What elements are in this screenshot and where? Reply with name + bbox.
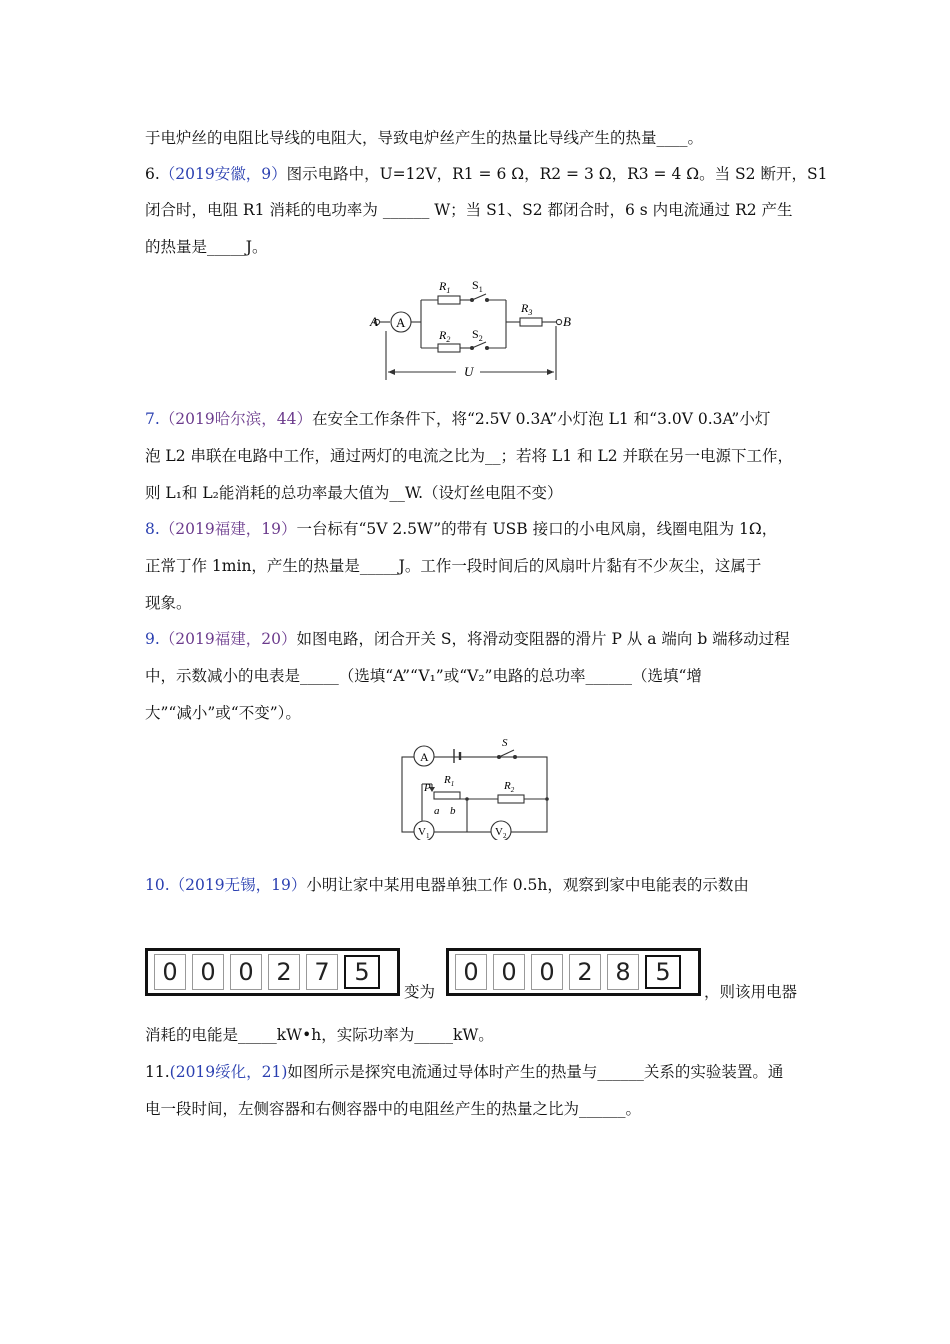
text-line: 电一段时间，左侧容器和右侧容器中的电阻丝产生的热量之比为______。 (145, 1100, 642, 1118)
text-line: 消耗的电能是_____kW•h，实际功率为_____kW。 (145, 1026, 494, 1044)
question-source: （2019哈尔滨，44） (159, 410, 312, 428)
meter-digit: 2 (268, 954, 300, 990)
meter-digit: 0 (154, 954, 186, 990)
svg-text:a: a (434, 805, 440, 817)
text-line: 现象。 (145, 594, 192, 612)
svg-text:A: A (420, 750, 429, 764)
question-6: 6.（2019安徽，9）图示电路中，U=12V，R1 = 6 Ω，R2 = 3 Ω，R3 = 4 Ω。当 S2 断开，S1 (145, 165, 828, 183)
question-source: （2019安徽，9） (159, 165, 287, 183)
svg-text:S1: $S_1$ (472, 278, 483, 294)
meter-digit: 0 (192, 954, 224, 990)
svg-text:A: A (396, 315, 406, 330)
circuit-diagram-q6 (368, 276, 588, 384)
question-10: 10.（2019无锡，19）小明让家中某用电器单独工作 0.5h，观察到家中电能表的示数由 (145, 876, 749, 894)
meter-digit: 0 (531, 954, 563, 990)
svg-text:V1: $V_1$ (418, 826, 430, 840)
question-8: 8.（2019福建，19）一台标有“5V 2.5W”的带有 USB 接口的小电风扇，线圈电阻为 1Ω， (145, 520, 778, 538)
circuit-diagram-q9 (398, 736, 554, 840)
text-line: 大”“减小”或“不变”）。 (145, 704, 301, 722)
meter-digit: 0 (230, 954, 262, 990)
text-line: 泡 L2 串联在电路中工作，通过两灯的电流之比为__；若将 L1 和 L2 并联在另一电源下工作， (145, 447, 794, 465)
meter-decimal-digit: 5 (344, 955, 380, 989)
question-source: （2019福建，20） (159, 630, 297, 648)
meter-digit: 7 (306, 954, 338, 990)
svg-text:R2: $R_2$ (504, 780, 515, 794)
svg-text:U: U (464, 364, 474, 379)
meter-digit: 0 (493, 954, 525, 990)
svg-text:R1: $R_1$ (444, 774, 455, 788)
svg-text:V2: $V_2$ (495, 826, 507, 840)
text-line: 的热量是_____J。 (145, 238, 268, 256)
question-source: （2019无锡，19） (169, 876, 307, 894)
text-line: 则 L₁和 L₂能消耗的总功率最大值为__W.（设灯丝电阻不变） (145, 484, 563, 502)
meter-digit: 0 (455, 954, 487, 990)
svg-text:R2: $R_2$ (439, 328, 451, 344)
question-9: 9.（2019福建，20）如图电路，闭合开关 S，将滑动变阻器的滑片 P 从 a 端向 b 端移动过程 (145, 630, 790, 648)
meter-digit: 8 (607, 954, 639, 990)
question-11: 11.(2019绥化，21)如图所示是探究电流通过导体时产生的热量与______关系的实验装置。通 (145, 1063, 784, 1081)
meter-decimal-digit: 5 (645, 955, 681, 989)
svg-text:R3: $R_3$ (521, 301, 533, 317)
svg-text:S: S (502, 737, 508, 749)
question-source: （2019福建，19） (159, 520, 297, 538)
text-line: 中，示数减小的电表是_____（选填“A”“V₁”或“V₂”电路的总功率______（选填“增 (145, 667, 702, 685)
text-line: 闭合时，电阻 R1 消耗的电功率为 ______ W；当 S1、S2 都闭合时，6 s 内电流通过 R2 产生 (145, 201, 793, 219)
text-fragment: ，则该用电器 (704, 983, 798, 1001)
text-fragment: 变为 (404, 983, 436, 1001)
svg-text:b: b (450, 805, 456, 817)
question-7: 7.（2019哈尔滨，44）在安全工作条件下，将“2.5V 0.3A”小灯泡 L1 和“3.0V 0.3A”小灯 (145, 410, 771, 428)
question-source: (2019绥化，21) (169, 1063, 288, 1081)
svg-text:A: A (370, 314, 378, 329)
text-line: 正常丁作 1min，产生的热量是_____J。工作一段时间后的风扇叶片黏有不少灰尘，这属于 (145, 557, 762, 575)
svg-text:S2: $S_2$ (472, 327, 483, 343)
text-line: 于电炉丝的电阻比导线的电阻大，导致电炉丝产生的热量比导线产生的热量____。 (145, 129, 704, 147)
energy-meter-after (446, 948, 701, 996)
svg-text:R1: $R_1$ (439, 279, 451, 295)
meter-digit: 2 (569, 954, 601, 990)
svg-text:P: P (424, 782, 431, 794)
energy-meter-before (145, 948, 400, 996)
svg-text:B: B (563, 314, 571, 329)
